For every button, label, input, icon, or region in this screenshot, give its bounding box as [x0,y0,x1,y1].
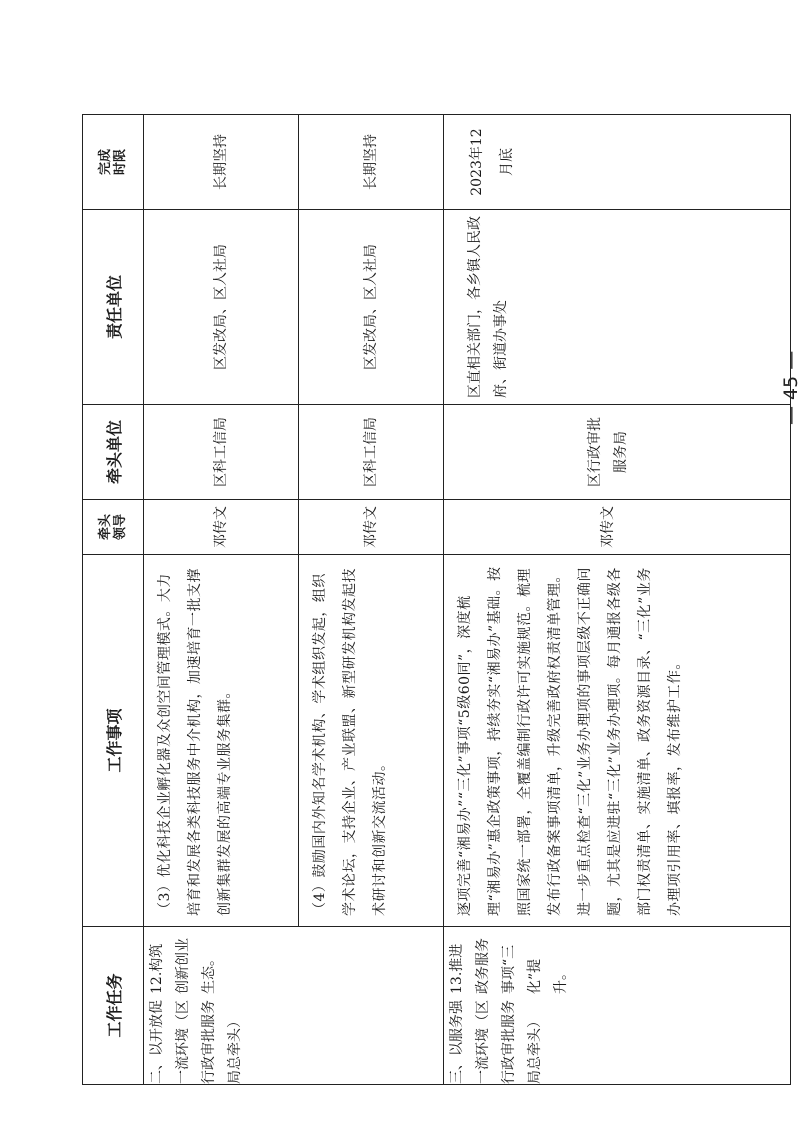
resp-unit-cell-group-3 [444,210,791,405]
lead-unit-cell-group-3 [444,405,791,500]
period-value: 长期坚持 [144,115,299,209]
leader-cell-group-3 [444,500,791,555]
leader-value: 邓传文 [600,506,616,548]
header-period-line1: 完成 [98,149,113,176]
items-cell-group-3 [444,555,791,927]
resp-unit-cell-group-2 [144,210,444,405]
table-row-group-3 [444,115,791,1085]
items-cell-group-2 [144,555,444,927]
item-text: （3）优化科技企业孵化器及众创空间管理模式。大力培育和发展各类科技服务中介机构，加速培育一批支撑创新集群发展的高端专业服务集群。 [157,568,233,916]
task-cell-group-3 [444,927,791,1085]
header-period [83,115,144,210]
period-cell-group-2 [144,115,444,210]
header-leader [83,500,144,555]
task-category: 二、以开放促一流环境（区行政审批服务局总牵头） [149,1000,243,1084]
task-cell-group-2 [144,927,444,1085]
lead-unit-value: 区行政审批服务局 [587,417,629,487]
task-name: 12.构筑创新创业生态。 [149,938,217,994]
task-category: 三、以服务强一流环境（区行政审批服务局总牵头） [449,1000,543,1084]
lead-unit-cell-group-2 [144,405,444,500]
table-header-row [83,115,144,1085]
page-number: — 45 — [780,350,802,425]
period-cell-group-3 [444,115,791,210]
period-value: 长期坚持 [363,134,379,190]
resp-unit-value: 区直相关部门，各乡镇人民政府、街道办事处 [467,216,509,398]
header-resp-unit: 责任单位 [83,210,144,405]
header-lead-unit: 牵头单位 [83,405,144,500]
leader-cell-group-2 [144,500,444,555]
header-task: 工作任务 [83,927,144,1085]
header-leader-line2: 领导 [113,514,128,541]
work-task-table [82,114,791,1085]
resp-unit-value: 区发改局、区人社局 [144,210,299,404]
table-row-group-2 [144,115,444,1085]
lead-unit-value: 区科工信局 [144,405,299,499]
task-name: 13.推进政务服务事项“三化”提升。 [449,938,569,994]
header-items: 工作事项 [83,555,144,927]
resp-unit-value: 区发改局、区人社局 [363,244,379,370]
lead-unit-value: 区科工信局 [363,417,379,487]
header-period-line2: 时限 [113,149,128,176]
leader-value: 邓传文 [144,500,299,554]
item-text: 逐项完善“湘易办”“三化”事项“5级60同”，深度梳理“湘易办”惠企政策事项，持续夯实“湘易办”基础。按照国家统一部署，全覆盖编制行政许可实施规范。梳理发布行政备案事项清单，升级完善政府权责清单管理。进一步重点检查“三化”业务办理项的事项层级不正确问题，尤其是应进驻“三化”业务办理项。每月通报各级各部门权责清单、实施清单、政务资源目录、“三化”业务办理项引用率、填报率，发布维护工作。 [457,566,683,916]
item-text: （4）鼓励国内外知名学术机构、学术组织发起，组织学术论坛，支持企业、产业联盟、新型研发机构发起技术研讨和创新交流活动。 [298,555,443,926]
leader-value: 邓传文 [363,506,379,548]
rotated-page [82,115,802,1085]
header-leader-line1: 牵头 [98,514,113,541]
period-value: 2023年12月底 [469,128,515,196]
